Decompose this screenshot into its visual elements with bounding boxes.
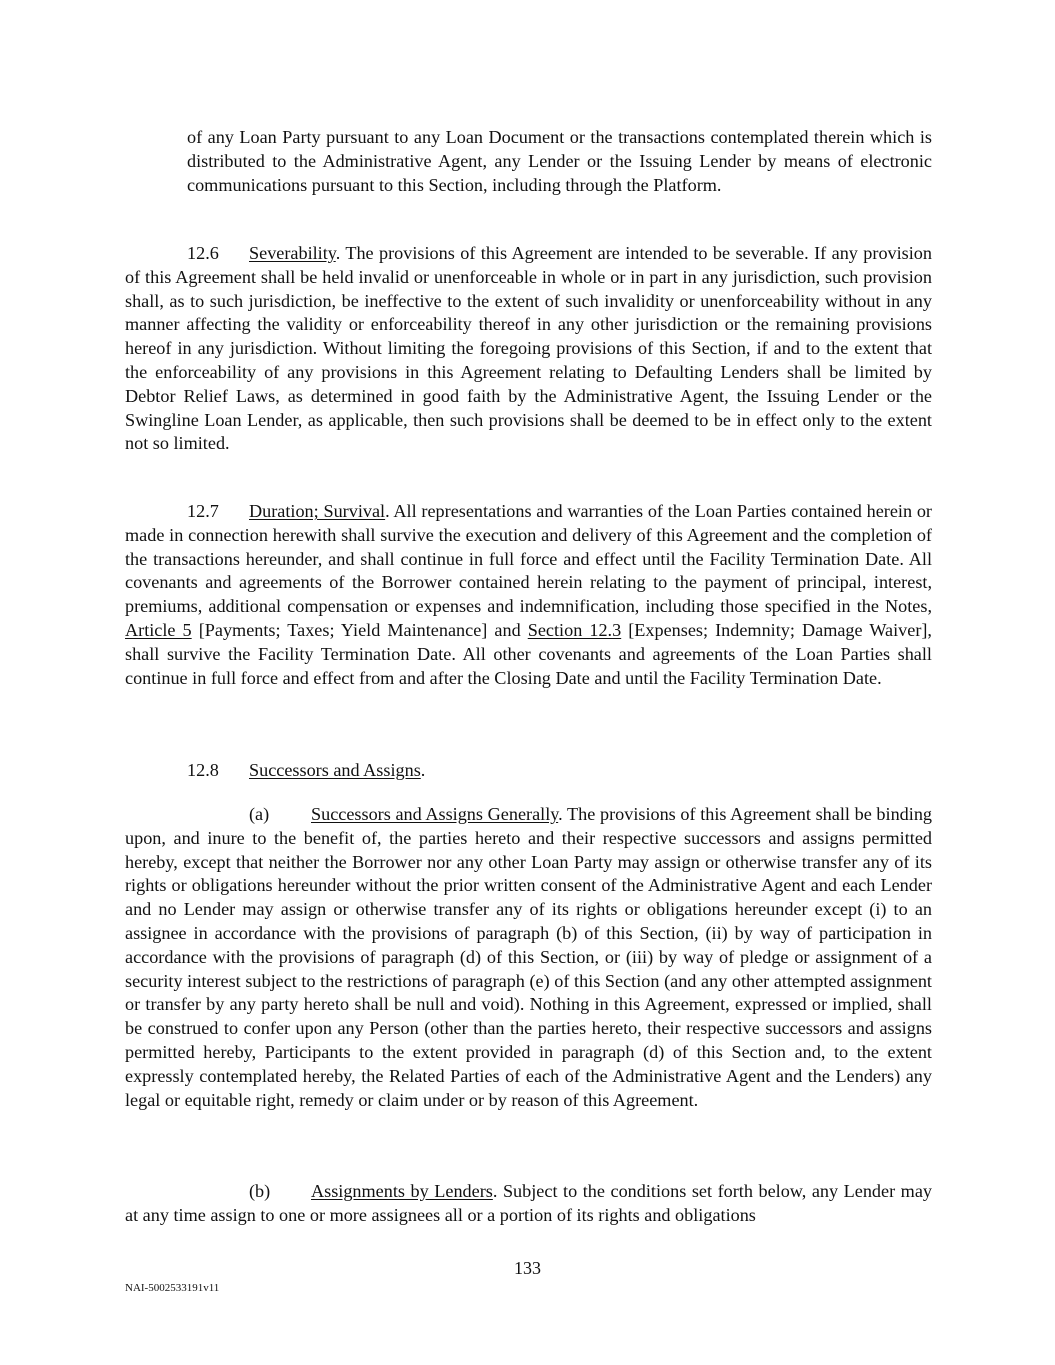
section-12-7 [125,500,932,690]
section-12-8-b [125,1180,932,1228]
section-period: . [420,760,426,780]
section-heading: Severability [249,243,336,263]
section-12-6 [125,242,932,456]
section-text: [Expenses; Indemnity; Damage Waiver], shall survive the Facility Termination Date. All other covenants and agreements of the Loan Parties shall continue in full force and effect from and after the Closing Date and until the Facility Termination Date. [125,619,932,688]
section-12-3-reference: Section 12.3 [527,619,622,640]
section-text: [Payments; Taxes; Yield Maintenance] and [191,619,528,640]
continuation-paragraph: of any Loan Party pursuant to any Loan Document or the transactions contemplated therein which is distributed to the Administrative Agent, any Lender or the Issuing Lender by means of electronic communications pursuant to this Section, including through the Platform. [187,127,932,195]
paragraph-heading: Successors and Assigns Generally [311,804,559,824]
paragraph-text: . The provisions of this Agreement shall be binding upon, and inure to the benefit of, the parties hereto and their respective successors and assigns permitted hereby, except that neither the Borrower nor any other Loan Party may assign or otherwise transfer any of its rights or obligations hereunder without the prior written consent of the Administrative Agent and each Lender and no Lender may assign or otherwise transfer any of its rights or obligations hereunder except (i) to an assignee in accordance with the provisions of paragraph (b) of this Section, (ii) by way of participation in accordance with the provisions of paragraph (d) of this Section, or (iii) by way of pledge or assignment of a security interest subject to the restrictions of paragraph (e) of this Section (and any other attempted assignment or transfer by any party hereto shall be null and void). Nothing in this Agreement, expressed or implied, shall be construed to confer upon any Person (other than the parties hereto, their respective successors and assigns permitted hereby, Participants to the extent provided in paragraph (d) of this Section and, to the extent expressly contemplated hereby, the Related Parties of each of the Administrative Agent and the Lenders) any legal or equitable right, remedy or claim under or by reason of this Agreement. [125,804,933,1110]
paragraph-label: (a) [249,804,270,824]
paragraph-heading: Assignments by Lenders [311,1181,493,1201]
section-heading: Successors and Assigns [249,760,421,780]
page-number: 133 [514,1258,541,1278]
section-12-8 [125,759,932,783]
document-id: NAI-5002533191v11 [125,1282,220,1294]
section-number: 12.6 [187,243,219,263]
article-5-reference: Article 5 [125,619,192,640]
section-number: 12.8 [187,760,219,780]
section-heading: Duration; Survival [249,501,386,521]
section-12-8-a [125,803,932,1112]
paragraph-label: (b) [249,1181,271,1201]
section-text: . The provisions of this Agreement are intended to be severable. If any provision of this Agreement shall be held invalid or unenforceable in whole or in part in any jurisdiction, such provision shall, as to such jurisdiction, be ineffective to the extent of such invalidity or unenforceability without in any manner affecting the validity or enforceability thereof in any other jurisdiction or the remaining provisions hereof in any jurisdiction. Without limiting the foregoing provisions of this Section, if and to the extent that the enforceability of any provisions in this Agreement relating to Defaulting Lenders shall be limited by Debtor Relief Laws, as determined in good faith by the Administrative Agent, the Issuing Lender or the Swingline Loan Lender, as applicable, then such provisions shall be deemed to be in effect only to the extent not so limited. [125,243,932,454]
section-number: 12.7 [187,501,219,521]
section-text: . All representations and warranties of the Loan Parties contained herein or made in connection herewith shall survive the execution and delivery of this Agreement and the completion of the transactions hereunder, and shall continue in full force and effect until the Facility Termination Date. All covenants and agreements of the Borrower contained herein relating to the payment of principal, interest, premiums, additional compensation or expenses and indemnification, including those specified in the Notes, [125,501,932,617]
paragraph-text: . Subject to the conditions set forth below, any Lender may at any time assign to one or more assignees all or a portion of its rights and obligations [125,1181,932,1225]
